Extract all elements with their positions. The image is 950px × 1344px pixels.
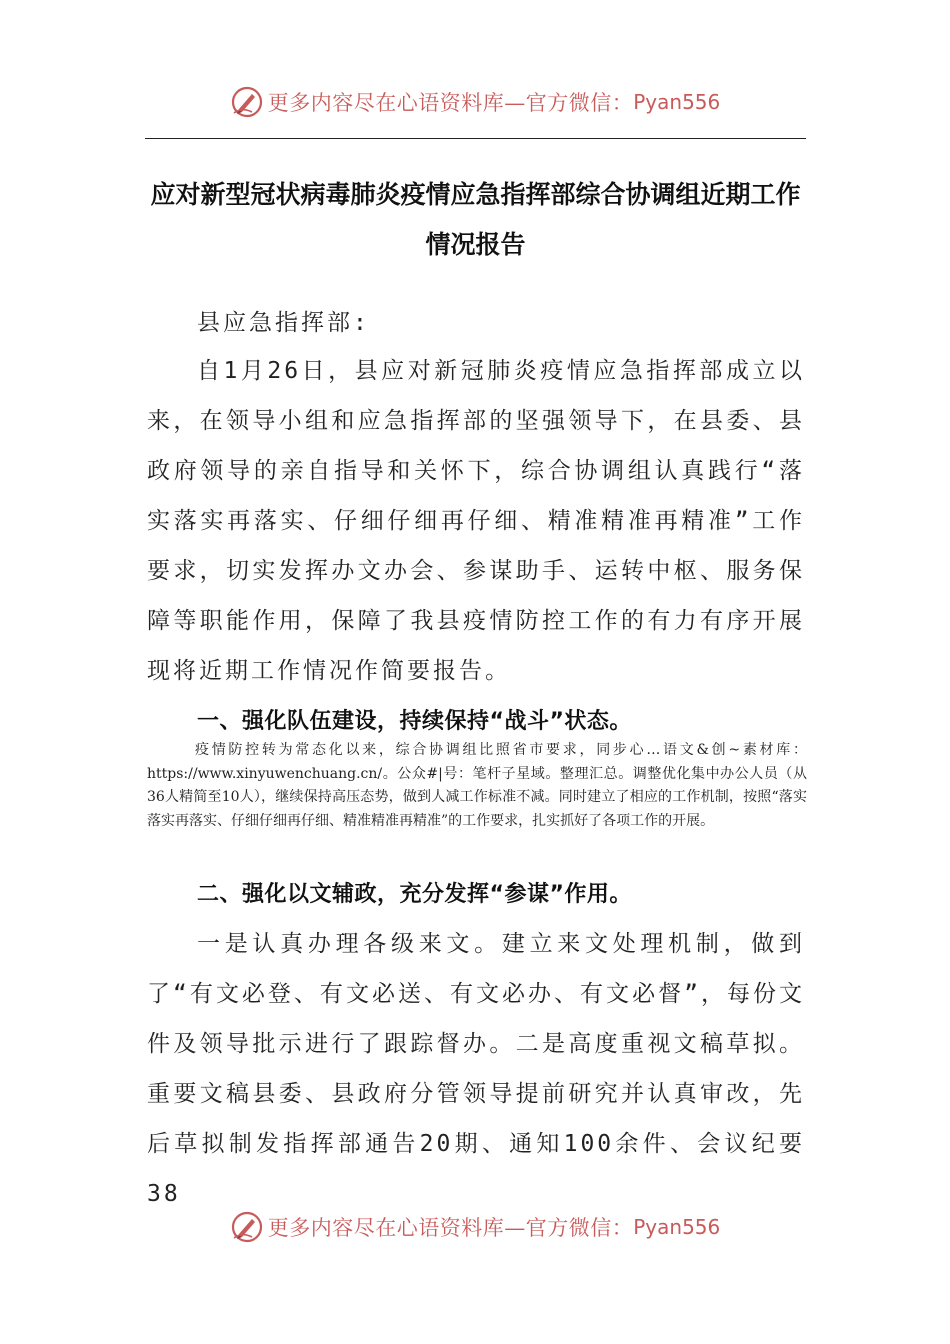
footer-watermark (0, 1205, 950, 1249)
intro-text: 自1月26日，县应对新冠肺炎疫情应急指挥部成立以来，在领导小组和应急指挥部的坚强领导下，在县委、县政府领导的亲自指导和关怀下，综合协调组认真践行“落实落实再落实、仔细仔细再仔细、精准精准再精准”工作要求，切实发挥办文办会、参谋助手、运转中枢、服务保障等职能作用，保障了我县疫情防控工作的有力有序开展现将近期工作情况作简要报告。 (147, 358, 805, 684)
header-divider (145, 138, 806, 139)
section2-heading: 二、强化以文辅政，充分发挥“参谋”作用。 (197, 882, 632, 907)
watermark-text: 更多内容尽在心语资料库—官方微信： (267, 1216, 634, 1240)
salutation: 县应急指挥部: (197, 310, 370, 336)
watermark-text: 更多内容尽在心语资料库—官方微信： (267, 91, 634, 115)
header-watermark (0, 80, 950, 124)
pen-circle-logo-icon (230, 85, 264, 119)
pen-circle-logo-icon (230, 1210, 264, 1244)
intro-paragraph (147, 346, 805, 696)
section2-paragraph (147, 919, 805, 1219)
section1-paragraph: 疫情防控转为常态化以来，综合协调组比照省市要求，同步心…语文&创~素材库：https://www.xinyuwenchuang.cn/。公众#|号：笔杆子星域。整理汇总。调整优化集中办公人员（从36人精简至10人），继续保持高压态势，做到人减工作标准不减。同时建立了相应的工作机制，按照“落实落实再落实、仔细仔细再仔细、精准精准再精准”的工作要求，扎实抓好了各项工作的开展。 (147, 742, 807, 829)
watermark-wechat-id: Pyan556 (633, 90, 721, 114)
section2-text: 一是认真办理各级来文。建立来文处理机制，做到了“有文必登、有文必送、有文必办、有文必督”，每份文件及领导批示进行了跟踪督办。二是高度重视文稿草拟。重要文稿县委、县政府分管领导提前研究并认真审改，先后草拟制发指挥部通告20期、通知100余件、会议纪要38 (147, 931, 805, 1207)
watermark-wechat-id: Pyan556 (633, 1215, 721, 1239)
section1-heading: 一、强化队伍建设，持续保持“战斗”状态。 (197, 709, 632, 734)
document-title: 应对新型冠状病毒肺炎疫情应急指挥部综合协调组近期工作情况报告 (150, 180, 801, 259)
